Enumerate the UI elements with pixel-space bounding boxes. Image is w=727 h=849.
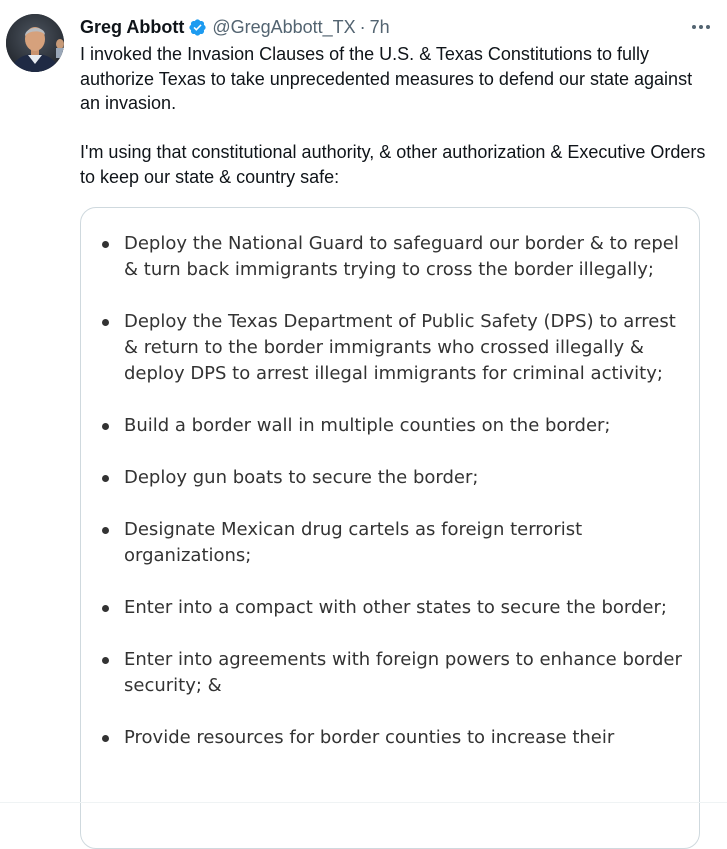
more-options-icon[interactable]	[688, 17, 714, 37]
attached-image[interactable]	[80, 207, 700, 849]
bullet-icon	[102, 605, 109, 612]
bullet-icon	[102, 475, 109, 482]
tweet-paragraph: I invoked the Invasion Clauses of the U.S. & Texas Constitutions to fully authorize Texas to take unprecedented measures to defend our state against an invasion.	[80, 44, 693, 113]
image-list-item	[81, 647, 699, 699]
image-list-item-text: Provide resources for border counties to increase their	[124, 727, 615, 748]
divider	[0, 802, 727, 803]
image-bullet-list	[81, 231, 699, 777]
bullet-icon	[102, 319, 109, 326]
bullet-icon	[102, 527, 109, 534]
header-separator: ·	[359, 17, 366, 37]
image-list-item	[81, 413, 699, 439]
image-list-item	[81, 725, 699, 751]
avatar-photo-icon	[6, 14, 64, 72]
image-list-item-text: Deploy the Texas Department of Public Safety (DPS) to arrest & return to the border immigrants who crossed illegally & deploy DPS to arrest illegal immigrants for criminal activity;	[124, 311, 676, 384]
image-list-item-text: Deploy the National Guard to safeguard our border & to repel & turn back immigrants trying to cross the border illegally;	[124, 233, 679, 280]
image-list-item-text: Enter into a compact with other states to secure the border;	[124, 597, 667, 618]
tweet-timestamp[interactable]: 7h	[369, 17, 390, 37]
author-display-name[interactable]: Greg Abbott	[80, 17, 185, 37]
avatar[interactable]	[6, 14, 64, 72]
image-list-item-text: Deploy gun boats to secure the border;	[124, 467, 479, 488]
tweet-text	[80, 42, 710, 189]
image-list-item-text: Enter into agreements with foreign powers to enhance border security; &	[124, 649, 682, 696]
bullet-icon	[102, 241, 109, 248]
verified-badge-icon	[188, 18, 207, 37]
bullet-icon	[102, 657, 109, 664]
image-list-item-text: Designate Mexican drug cartels as foreign terrorist organizations;	[124, 519, 583, 566]
bullet-icon	[102, 735, 109, 742]
image-list-item	[81, 517, 699, 569]
image-list-item	[81, 231, 699, 283]
image-list-item	[81, 465, 699, 491]
tweet-header	[80, 15, 390, 39]
tweet-paragraph: I'm using that constitutional authority, & other authorization & Executive Orders to keep our state & country safe:	[80, 142, 706, 187]
image-list-item	[81, 309, 699, 387]
author-handle[interactable]: @GregAbbott_TX	[212, 17, 356, 37]
image-list-item-text: Build a border wall in multiple counties on the border;	[124, 415, 611, 436]
bullet-icon	[102, 423, 109, 430]
image-list-item	[81, 595, 699, 621]
